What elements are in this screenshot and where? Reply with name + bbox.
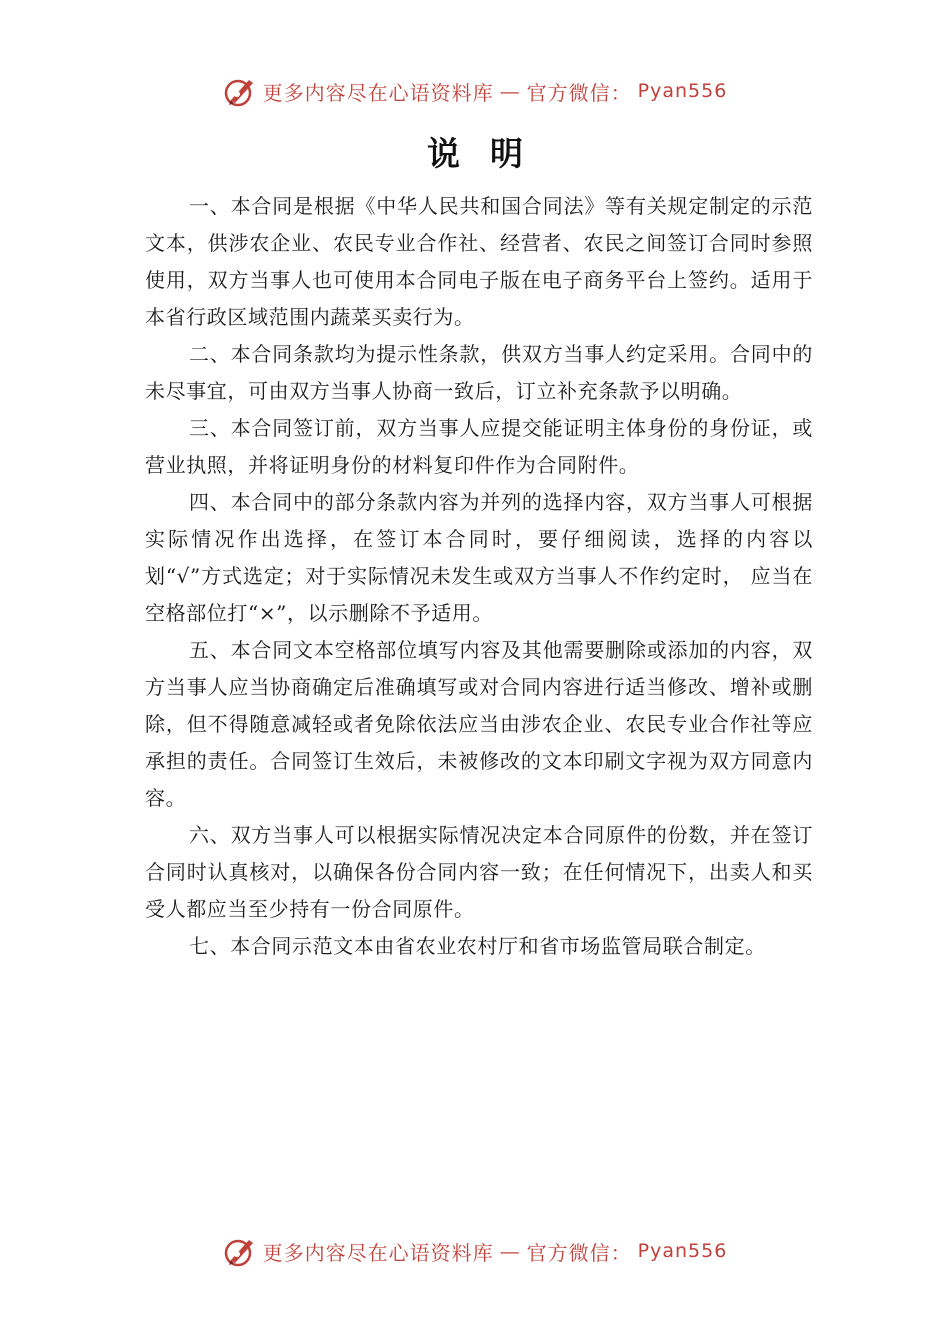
paragraph-7: 七、本合同示范文本由省农业农村厅和省市场监管局联合制定。 <box>189 934 766 958</box>
paragraph-2: 二、本合同条款均为提示性条款，供双方当事人约定采用。合同中的未尽事宜，可由双方当事人协商一致后，订立补充条款予以明确。 <box>145 342 813 403</box>
header-watermark <box>0 74 950 108</box>
paragraph-3: 三、本合同签订前，双方当事人应提交能证明主体身份的身份证，或营业执照，并将证明身份的材料复印件作为合同附件。 <box>145 416 813 477</box>
watermark-brand-text: 更多内容尽在心语资料库 <box>262 80 494 105</box>
watermark-dash: — <box>499 1239 521 1263</box>
watermark-wechat-label: 官方微信： <box>526 80 632 105</box>
document-body <box>145 188 813 965</box>
pen-logo-icon <box>223 1234 257 1268</box>
watermark-wechat-id: Pyan556 <box>637 80 728 102</box>
page-title: 说明 <box>427 134 553 173</box>
watermark-dash: — <box>499 79 521 103</box>
footer-watermark <box>0 1234 950 1268</box>
paragraph-5: 五、本合同文本空格部位填写内容及其他需要删除或添加的内容，双方当事人应当协商确定后准确填写或对合同内容进行适当修改、增补或删除，但不得随意减轻或者免除依法应当由涉农企业、农民专业合作社等应承担的责任。合同签订生效后，未被修改的文本印刷文字视为双方同意内容。 <box>145 638 813 810</box>
watermark-wechat-id: Pyan556 <box>637 1240 728 1262</box>
paragraph-4: 四、本合同中的部分条款内容为并列的选择内容，双方当事人可根据实际情况作出选择，在签订本合同时，要仔细阅读，选择的内容以划“√”方式选定；对于实际情况未发生或双方当事人不作约定时， 应当在空格部位打“×”，以示删除不予适用。 <box>145 490 813 625</box>
watermark-wechat-label: 官方微信： <box>526 1240 632 1265</box>
paragraph-6: 六、双方当事人可以根据实际情况决定本合同原件的份数，并在签订合同时认真核对，以确保各份合同内容一致；在任何情况下，出卖人和买受人都应当至少持有一份合同原件。 <box>145 823 813 921</box>
watermark-brand-text: 更多内容尽在心语资料库 <box>262 1240 494 1265</box>
pen-logo-icon <box>223 74 257 108</box>
paragraph-1: 一、本合同是根据《中华人民共和国合同法》等有关规定制定的示范文本，供涉农企业、农民专业合作社、经营者、农民之间签订合同时参照使用，双方当事人也可使用本合同电子版在电子商务平台上签约。适用于本省行政区域范围内蔬菜买卖行为。 <box>145 194 813 329</box>
